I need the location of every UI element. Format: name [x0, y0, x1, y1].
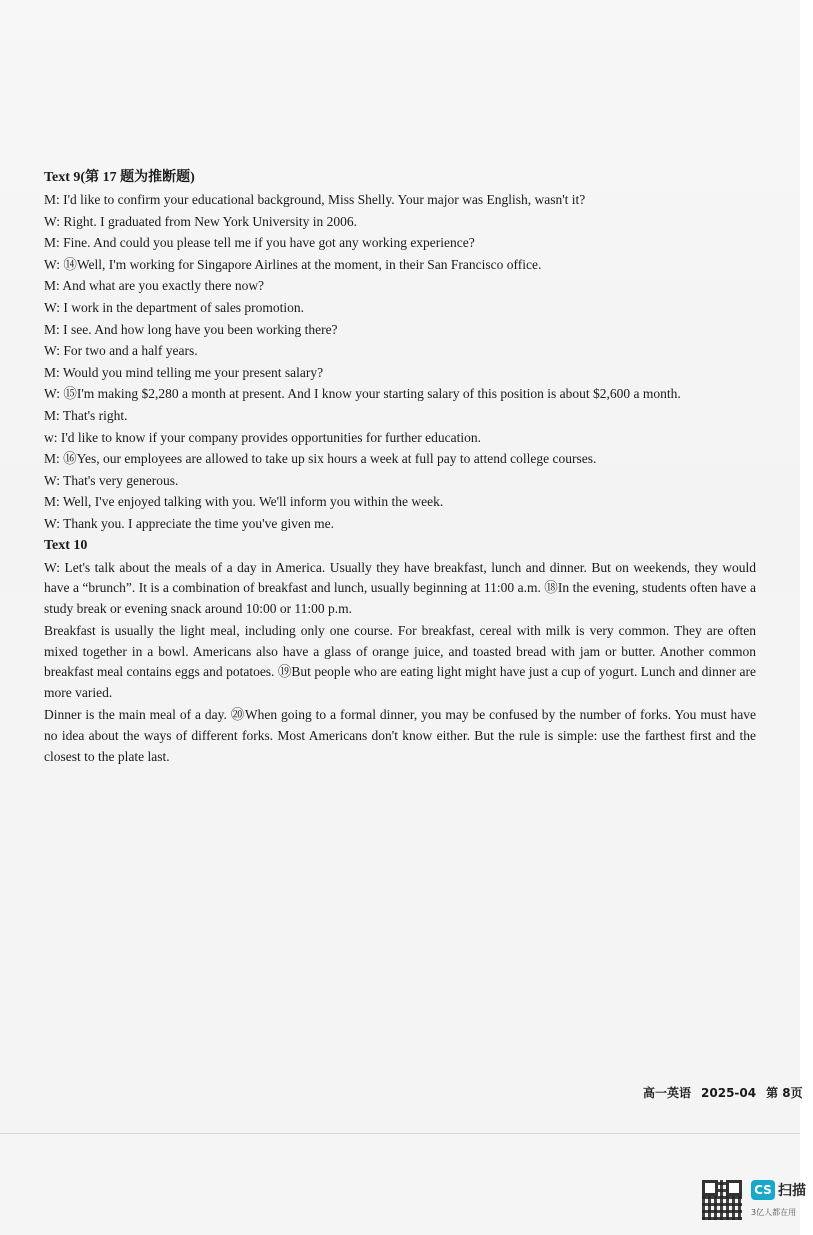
qr-code-icon [702, 1180, 742, 1220]
passage-paragraph: W: Let's talk about the meals of a day in America. Usually they have breakfast, lunch and dinner. But on weekends, they would have a “brunch”. It is a combination of breakfast and lunch, usually beginning at 11:00 a.m. ⑱In the evening, students often have a study break or evening snack around 10:00 or 11:00 p.m. [44, 559, 756, 617]
footer-page-number: 第 8页 [766, 1086, 803, 1100]
dialogue-line: W: I work in the department of sales promotion. [44, 299, 305, 315]
passage-paragraph: Breakfast is usually the light meal, including only one course. For breakfast, cereal with milk is very common. They are often mixed together in a bowl. Americans also have a glass of orange juice, and toasted bread with jam or butter. Another common breakfast meal contains eggs and potatoes. ⑲But people who are eating light might have just a cup of yogurt. Lunch and dinner are more varied. [44, 622, 756, 701]
dialogue-line: M: And what are you exactly there now? [44, 278, 265, 294]
passage-paragraph: Dinner is the main meal of a day. ⑳When going to a formal dinner, you may be confused by the number of forks. You must have no idea about the ways of different forks. Most Americans don't know either. But the rule is simple: use the farthest first and the closest to the plate last. [44, 707, 756, 764]
dialogue-line: W: ⑮I'm making $2,280 a month at present. And I know your starting salary of this position is about $2,600 a month. [44, 386, 681, 402]
text9-heading: Text 9(第 17 题为推断题) [44, 170, 195, 185]
page-footer [643, 1084, 803, 1101]
transcript-content [44, 168, 756, 768]
footer-date: 2025-04 [701, 1086, 757, 1100]
dialogue-line: M: That's right. [44, 407, 128, 423]
dialogue-line: w: I'd like to know if your company provides opportunities for further education. [44, 429, 481, 445]
dialogue-line: W: ⑭Well, I'm working for Singapore Airlines at the moment, in their San Francisco office. [44, 256, 542, 272]
scanner-logo-icon: CS [751, 1180, 775, 1200]
scanner-app-name: 扫描 [778, 1183, 806, 1199]
text10-passage [44, 558, 756, 768]
dialogue-line: M: Would you mind telling me your present salary? [44, 364, 324, 380]
dialogue-line: M: I see. And how long have you been working there? [44, 321, 338, 337]
dialogue-line: W: For two and a half years. [44, 343, 198, 359]
text10-heading: Text 10 [44, 537, 88, 553]
footer-subject: 高一英语 [643, 1086, 692, 1100]
dialogue-line: W: Thank you. I appreciate the time you've given me. [44, 515, 334, 531]
dialogue-line: M: ⑯Yes, our employees are allowed to take up six hours a week at full pay to attend college courses. [44, 451, 597, 467]
scanner-tagline: 3亿人都在用 [751, 1208, 797, 1217]
dialogue-line: M: Fine. And could you please tell me if you have got any working experience? [44, 235, 475, 251]
page-edge-divider [0, 1133, 800, 1134]
dialogue-line: M: Well, I've enjoyed talking with you. We'll inform you within the week. [44, 494, 444, 510]
text9-dialogue [44, 190, 756, 534]
dialogue-line: M: I'd like to confirm your educational background, Miss Shelly. Your major was English, wasn't it? [44, 192, 586, 207]
dialogue-line: W: That's very generous. [44, 472, 179, 488]
dialogue-line: W: Right. I graduated from New York University in 2006. [44, 213, 357, 229]
